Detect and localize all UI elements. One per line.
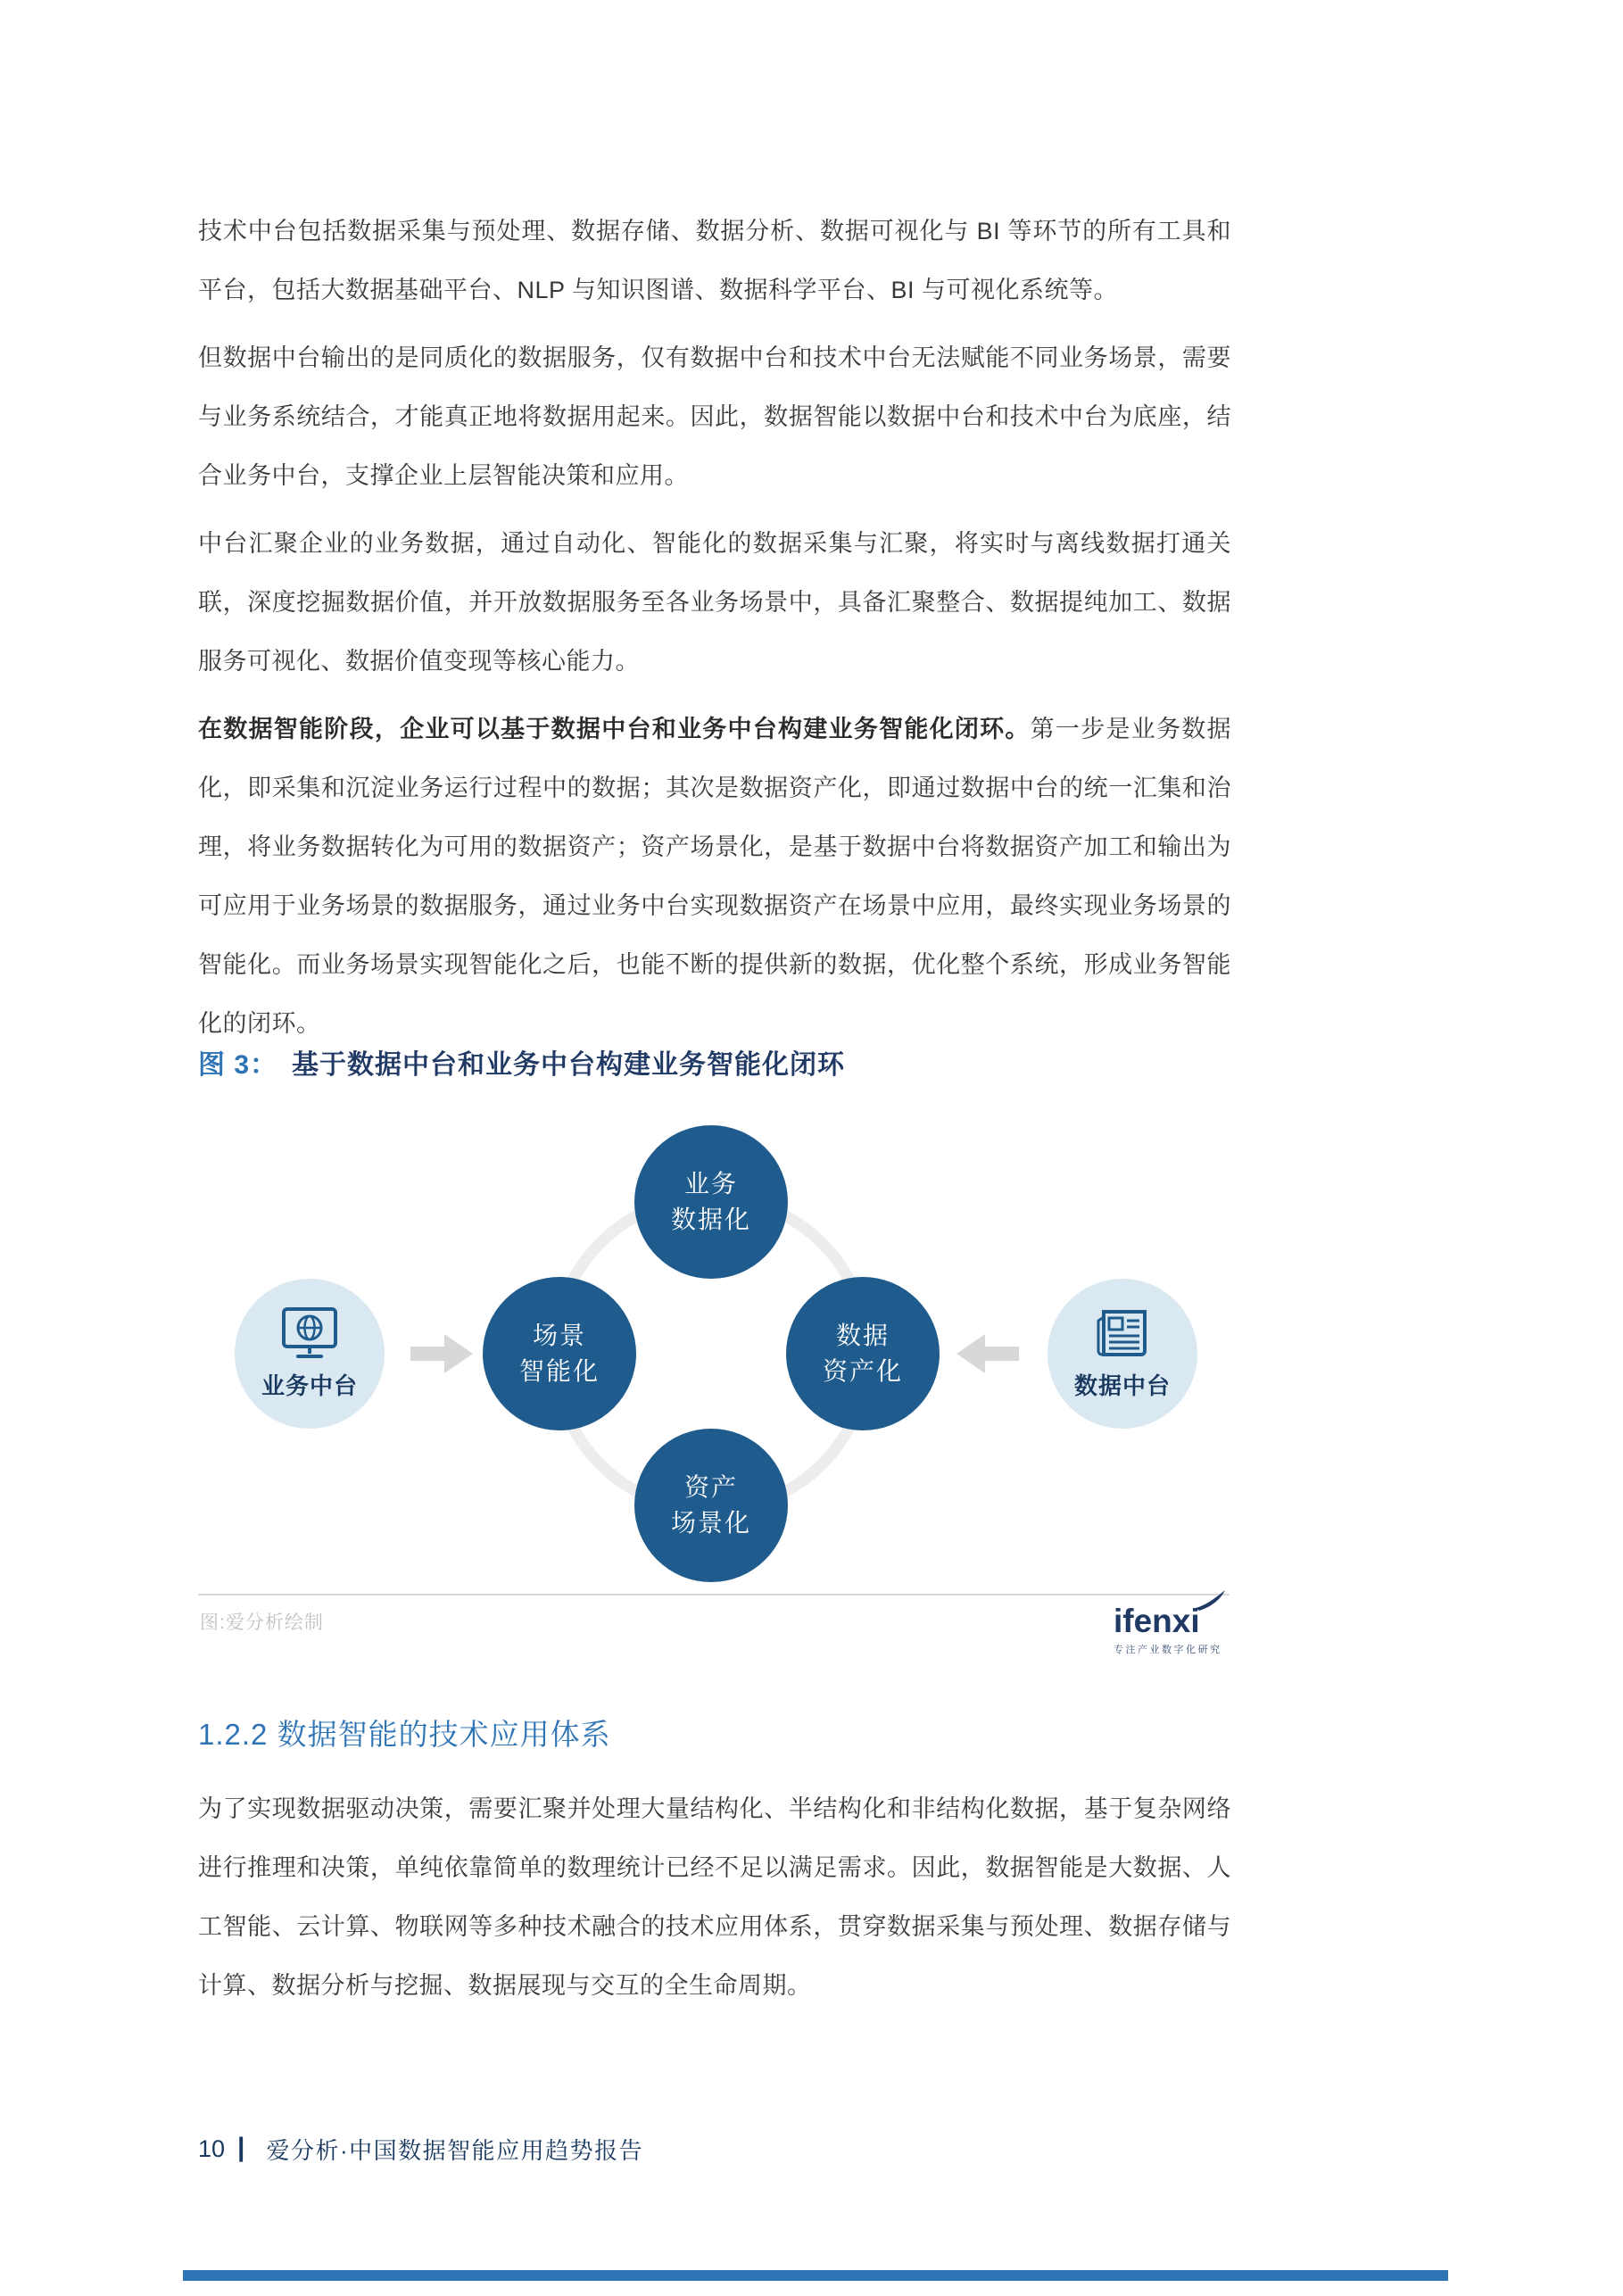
paragraph [198, 202, 1231, 319]
side-node-business-middle-platform [235, 1279, 385, 1429]
arrow-right-icon [410, 1334, 473, 1373]
side-node-data-middle-platform [1047, 1279, 1197, 1429]
body-text-block [198, 1779, 1231, 2024]
paragraph [198, 1779, 1231, 2015]
figure-title: 基于数据中台和业务中台构建业务智能化闭环 [292, 1050, 846, 1080]
paragraph-text: 第一步是业务数据化，即采集和沉淀业务运行过程中的数据；其次是数据资产化，即通过数据中台的统一汇集和治理，将业务数据转化为可用的数据资产；资产场景化，是基于数据中台将数据资产加工和输出为可应用于业务场景的数据服务，通过业务中台实现数据资产在场景中应用，最终实现业务场景的智能化。而业务场景实现智能化之后，也能不断的提供新的数据，优化整个系统，形成业务智能化的闭环。 [198, 716, 1232, 1037]
paragraph [198, 514, 1231, 691]
paragraph-bold-lead: 在数据智能阶段，企业可以基于数据中台和业务中台构建业务智能化闭环。 [198, 716, 1031, 742]
figure-divider [198, 1594, 1230, 1596]
logo-swoosh-icon [1194, 1589, 1228, 1612]
body-text-block [198, 202, 1231, 1062]
side-node-label: 业务中台 [261, 1372, 358, 1399]
newspaper-icon [1093, 1306, 1152, 1360]
cycle-node-asset-scenarization [634, 1429, 788, 1582]
cycle-node-label: 数据 [835, 1322, 890, 1349]
figure-source-note: 图:爱分析绘制 [200, 1612, 324, 1633]
cycle-node-label: 资产 [683, 1473, 738, 1501]
side-node-label: 数据中台 [1073, 1372, 1171, 1399]
paragraph-text: 中台汇聚企业的业务数据，通过自动化、智能化的数据采集与汇聚，将实时与离线数据打通关联，深度挖掘数据价值，并开放数据服务至各业务场景中，具备汇聚整合、数据提纯加工、数据服务可视化、数据价值变现等核心能力。 [198, 530, 1231, 675]
cycle-node-label: 场景化 [670, 1509, 751, 1537]
logo-tagline: 专注产业数字化研究 [1114, 1645, 1222, 1655]
section-heading: 1.2.2 数据智能的技术应用体系 [198, 1718, 611, 1751]
figure-number-label: 图 3： [198, 1050, 278, 1080]
cycle-node-label: 场景 [532, 1322, 586, 1349]
cycle-node-data-assetization [786, 1277, 940, 1430]
cycle-node-label: 数据化 [670, 1206, 751, 1233]
footer-report-title: 爱分析·中国数据智能应用趋势报告 [266, 2137, 644, 2164]
bottom-accent-bar [183, 2270, 1448, 2281]
monitor-globe-icon [280, 1306, 339, 1360]
logo-wordmark: ifenxi [1114, 1603, 1200, 1639]
paragraph-text: 为了实现数据驱动决策，需要汇聚并处理大量结构化、半结构化和非结构化数据，基于复杂网络进行推理和决策，单纯依靠简单的数理统计已经不足以满足需求。因此，数据智能是大数据、人工智能、云计算、物联网等多种技术融合的技术应用体系，贯穿数据采集与预处理、数据存储与计算、数据分析与挖掘、数据展现与交互的全生命周期。 [198, 1795, 1231, 1999]
paragraph-text: 但数据中台输出的是同质化的数据服务，仅有数据中台和技术中台无法赋能不同业务场景，需要与业务系统结合，才能真正地将数据用起来。因此，数据智能以数据中台和技术中台为底座，结合业务中台，支撑企业上层智能决策和应用。 [198, 344, 1231, 489]
paragraph [198, 700, 1231, 1053]
figure-caption [198, 1042, 845, 1082]
cycle-node-label: 智能化 [518, 1357, 600, 1385]
arrow-left-icon [956, 1334, 1019, 1373]
cycle-node-scene-intelligence [483, 1277, 636, 1430]
ifenxi-logo [1114, 1604, 1238, 1657]
cycle-node-label: 业务 [683, 1170, 738, 1198]
page-number: 10 [198, 2135, 226, 2162]
page-footer [198, 2133, 643, 2166]
paragraph [198, 328, 1231, 505]
footer-separator: | [237, 2132, 245, 2162]
paragraph-text: 技术中台包括数据采集与预处理、数据存储、数据分析、数据可视化与 BI 等环节的所有工具和平台，包括大数据基础平台、NLP 与知识图谱、数据科学平台、BI 与可视化系统等。 [198, 218, 1231, 303]
cycle-node-business-datafication [634, 1125, 788, 1279]
cycle-node-label: 资产化 [822, 1357, 903, 1385]
